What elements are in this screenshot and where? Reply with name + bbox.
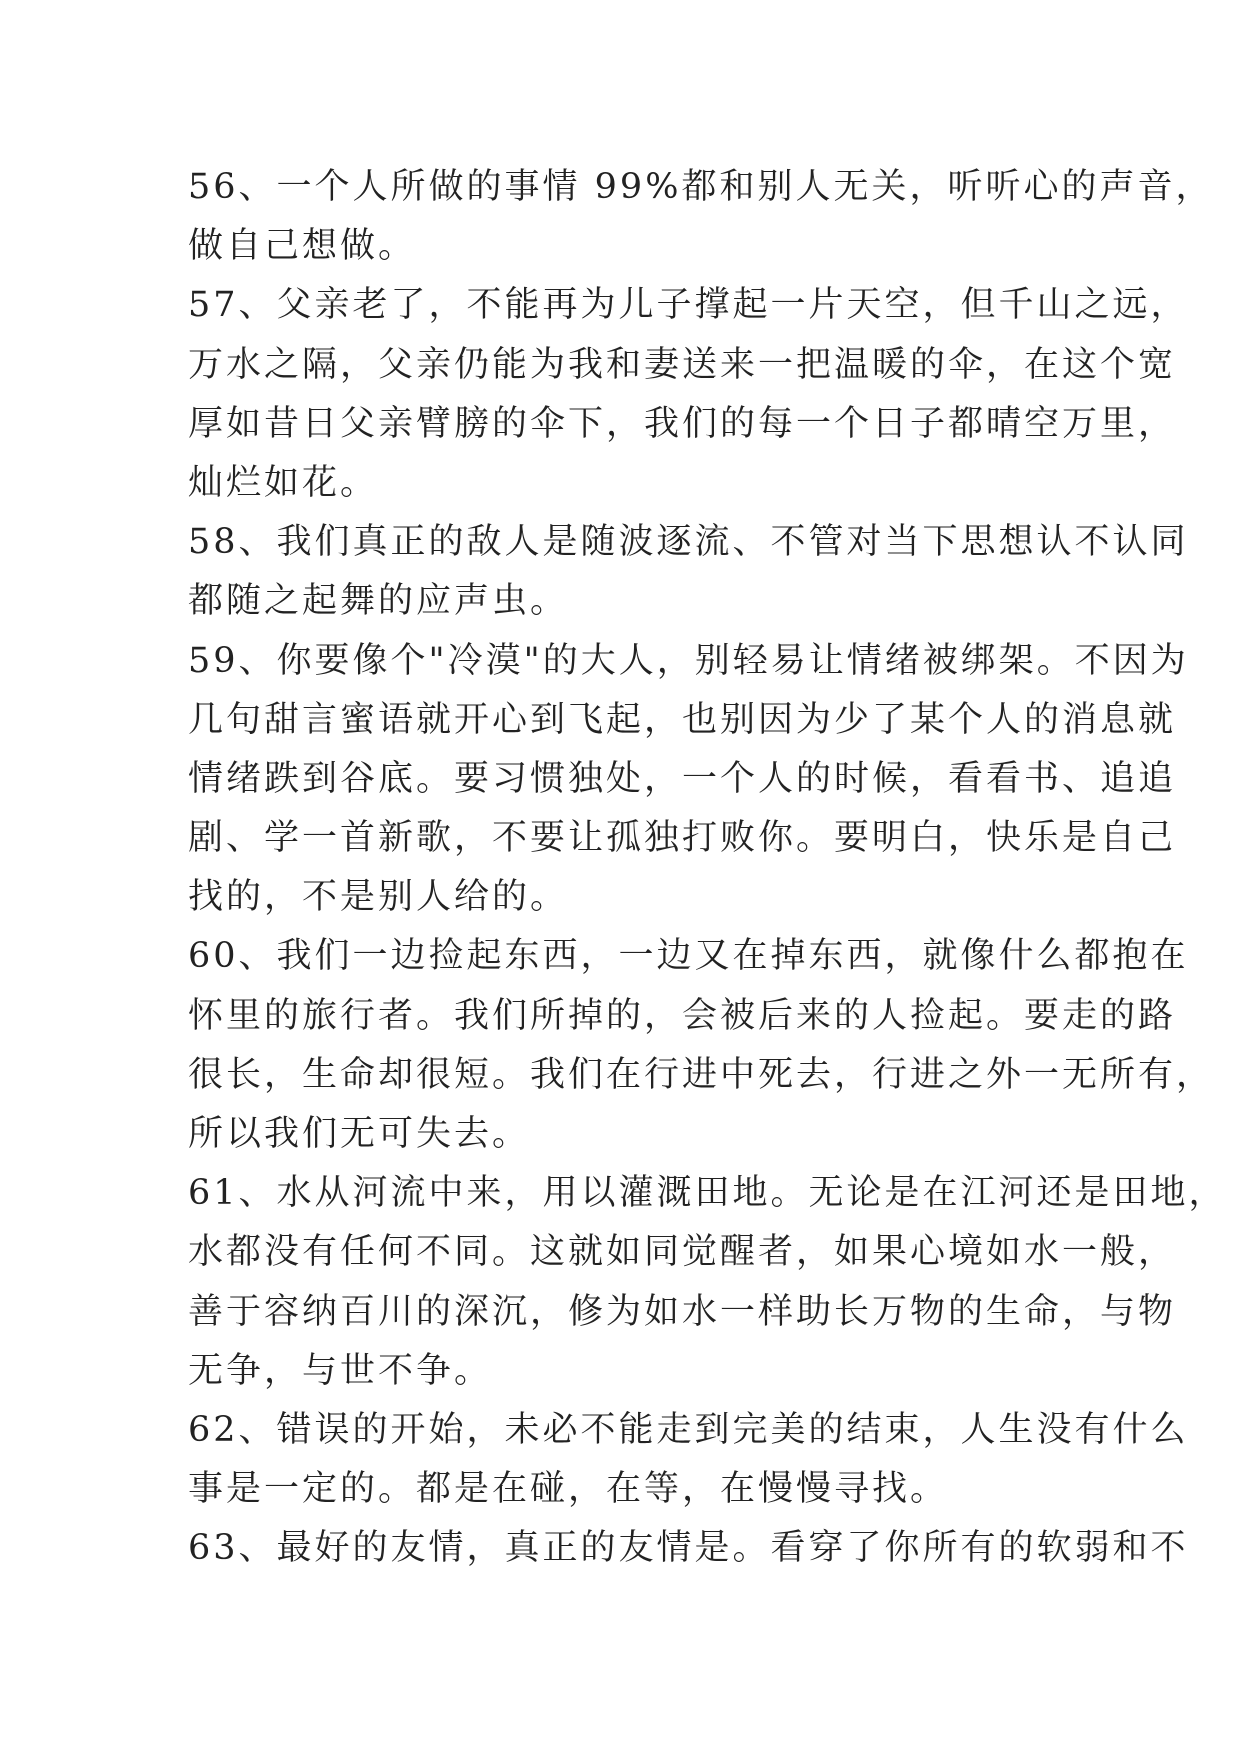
text-line: 61、水从河流中来，用以灌溉田地。无论是在江河还是田地， xyxy=(188,1173,1227,1214)
text-line: 几句甜言蜜语就开心到飞起，也别因为少了某个人的消息就 xyxy=(188,699,1177,740)
text-line: 59、你要像个"冷漠"的大人，别轻易让情绪被绑架。不因为 xyxy=(188,640,1189,681)
text-line: 怀里的旅行者。我们所掉的，会被后来的人捡起。要走的路 xyxy=(188,995,1177,1036)
text-line: 厚如昔日父亲臂膀的伞下，我们的每一个日子都晴空万里， xyxy=(188,403,1177,444)
text-line: 找的，不是别人给的。 xyxy=(188,877,569,918)
text-line: 58、我们真正的敌人是随波逐流、不管对当下思想认不认同 xyxy=(188,522,1189,563)
text-line: 情绪跌到谷底。要习惯独处，一个人的时候，看看书、追追 xyxy=(188,758,1177,799)
text-line: 灿烂如花。 xyxy=(188,462,379,503)
text-line: 无争，与世不争。 xyxy=(188,1350,493,1391)
text-line: 60、我们一边捡起东西，一边又在掉东西，就像什么都抱在 xyxy=(188,936,1189,977)
text-line: 所以我们无可失去。 xyxy=(188,1114,531,1154)
text-line: 62、错误的开始，未必不能走到完美的结束，人生没有什么 xyxy=(188,1409,1189,1450)
text-line: 水都没有任何不同。这就如同觉醒者，如果心境如水一般， xyxy=(188,1232,1177,1273)
text-line: 剧、学一首新歌，不要让孤独打败你。要明白，快乐是自己 xyxy=(188,818,1177,859)
text-line: 善于容纳百川的深沉，修为如水一样助长万物的生命，与物 xyxy=(188,1291,1177,1332)
body-text xyxy=(188,158,1227,1579)
text-line: 都随之起舞的应声虫。 xyxy=(188,581,569,622)
text-line: 万水之隔，父亲仍能为我和妻送来一把温暖的伞，在这个宽 xyxy=(188,344,1177,385)
text-line: 事是一定的。都是在碰，在等，在慢慢寻找。 xyxy=(188,1469,949,1510)
text-line: 56、一个人所做的事情 99%都和别人无关，听听心的声音， xyxy=(188,167,1214,207)
text-line: 很长，生命却很短。我们在行进中死去，行进之外一无所有， xyxy=(188,1054,1215,1095)
text-line: 57、父亲老了，不能再为儿子撑起一片天空，但千山之远， xyxy=(188,285,1189,326)
text-line: 做自己想做。 xyxy=(188,226,417,267)
text-line: 63、最好的友情，真正的友情是。看穿了你所有的软弱和不 xyxy=(188,1528,1189,1569)
